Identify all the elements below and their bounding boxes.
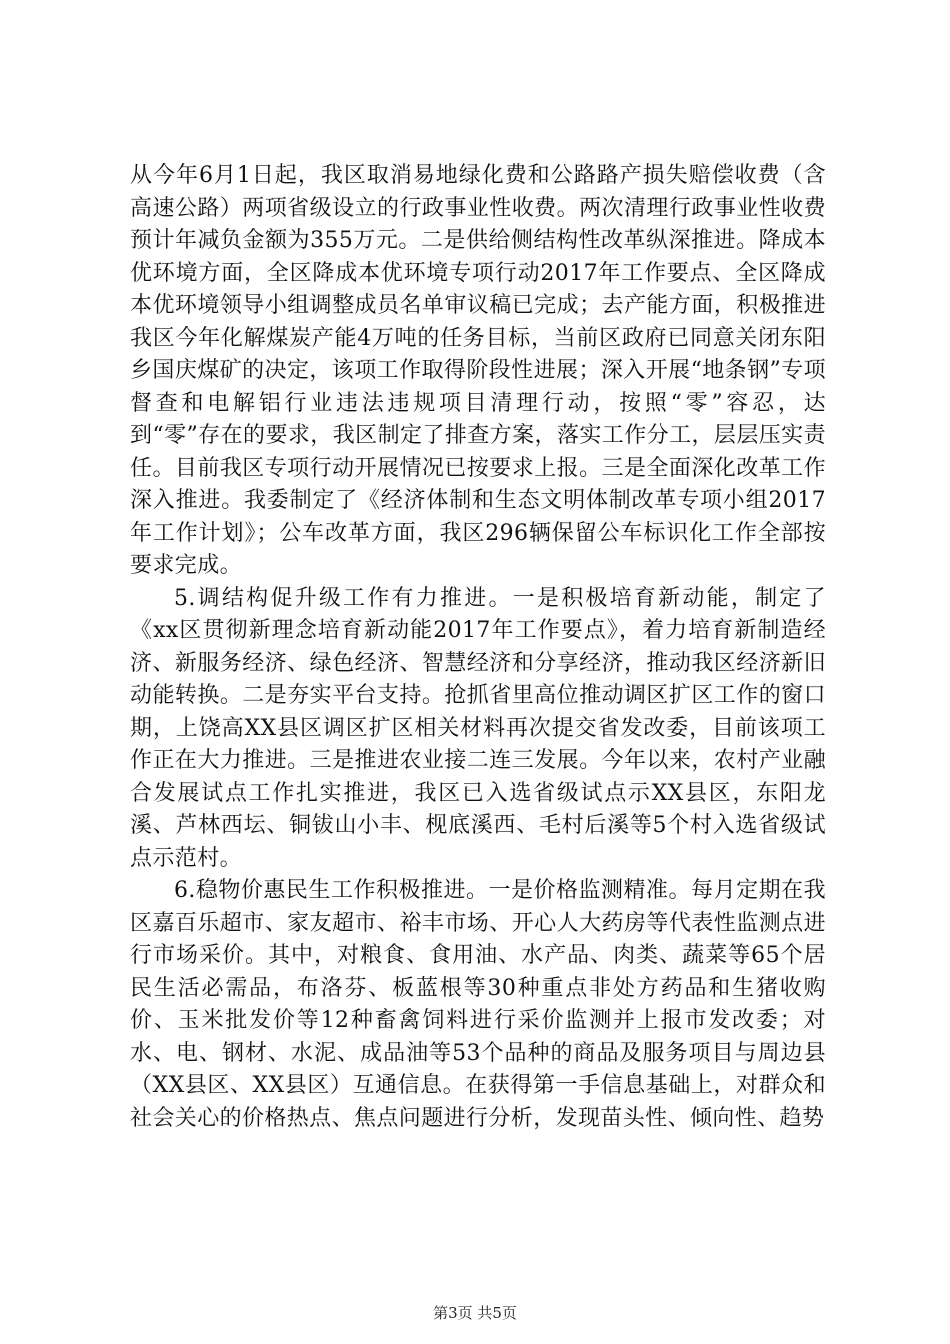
paragraph-2: 5.调结构促升级工作有力推进。一是积极培育新动能，制定了《xx区贯彻新理念培育新动能2017年工作要点》，着力培育新制造经济、新服务经济、绿色经济、智慧经济和分享经济，推动我区经济新旧动能转换。二是夯实平台支持。抢抓省里高位推动调区扩区工作的窗口期，上饶高XX县区调区扩区相关材料再次提交省发改委，目前该项工作正在大力推进。三是推进农业接二连三发展。今年以来，农村产业融合发展试点工作扎实推进，我区已入选省级试点示XX县区，东阳龙溪、芦林西坛、铜钹山小丰、枧底溪西、毛村后溪等5个村入选省级试点示范村。 [130, 585, 826, 871]
page-footer: 第3页 共5页 [433, 1304, 517, 1322]
paragraph-3: 6.稳物价惠民生工作积极推进。一是价格监测精准。每月定期在我区嘉百乐超市、家友超市、裕丰市场、开心人大药房等代表性监测点进行市场采价。其中，对粮食、食用油、水产品、肉类、蔬菜等65个居民生活必需品，布洛芬、板蓝根等30种重点非处方药品和生猪收购价、玉米批发价等12种畜禽饲料进行采价监测并上报市发改委；对水、电、钢材、水泥、成品油等53个品种的商品及服务项目与周边县（XX县区、XX县区）互通信息。在获得第一手信息基础上，对群众和社会关心的价格热点、焦点问题进行分析，发现苗头性、倾向性、趋势 [130, 878, 826, 1131]
paragraph-1: 从今年6月1日起，我区取消易地绿化费和公路路产损失赔偿收费（含高速公路）两项省级设立的行政事业性收费。两次清理行政事业性收费预计年减负金额为355万元。二是供给侧结构性改革纵深推进。降成本优环境方面，全区降成本优环境专项行动2017年工作要点、全区降成本优环境领导小组调整成员名单审议稿已完成；去产能方面，积极推进我区今年化解煤炭产能4万吨的任务目标，当前区政府已同意关闭东阳乡国庆煤矿的决定，该项工作取得阶段性进展；深入开展“地条钢”专项督查和电解铝行业违法违规项目清理行动，按照“零”容忍，达到“零”存在的要求，我区制定了排查方案，落实工作分工，层层压实责任。目前我区专项行动开展情况已按要求上报。三是全面深化改革工作深入推进。我委制定了《经济体制和生态文明体制改革专项小组2017年工作计划》；公车改革方面，我区296辆保留公车标识化工作全部按要求完成。 [130, 163, 826, 578]
document-body [130, 160, 826, 1135]
